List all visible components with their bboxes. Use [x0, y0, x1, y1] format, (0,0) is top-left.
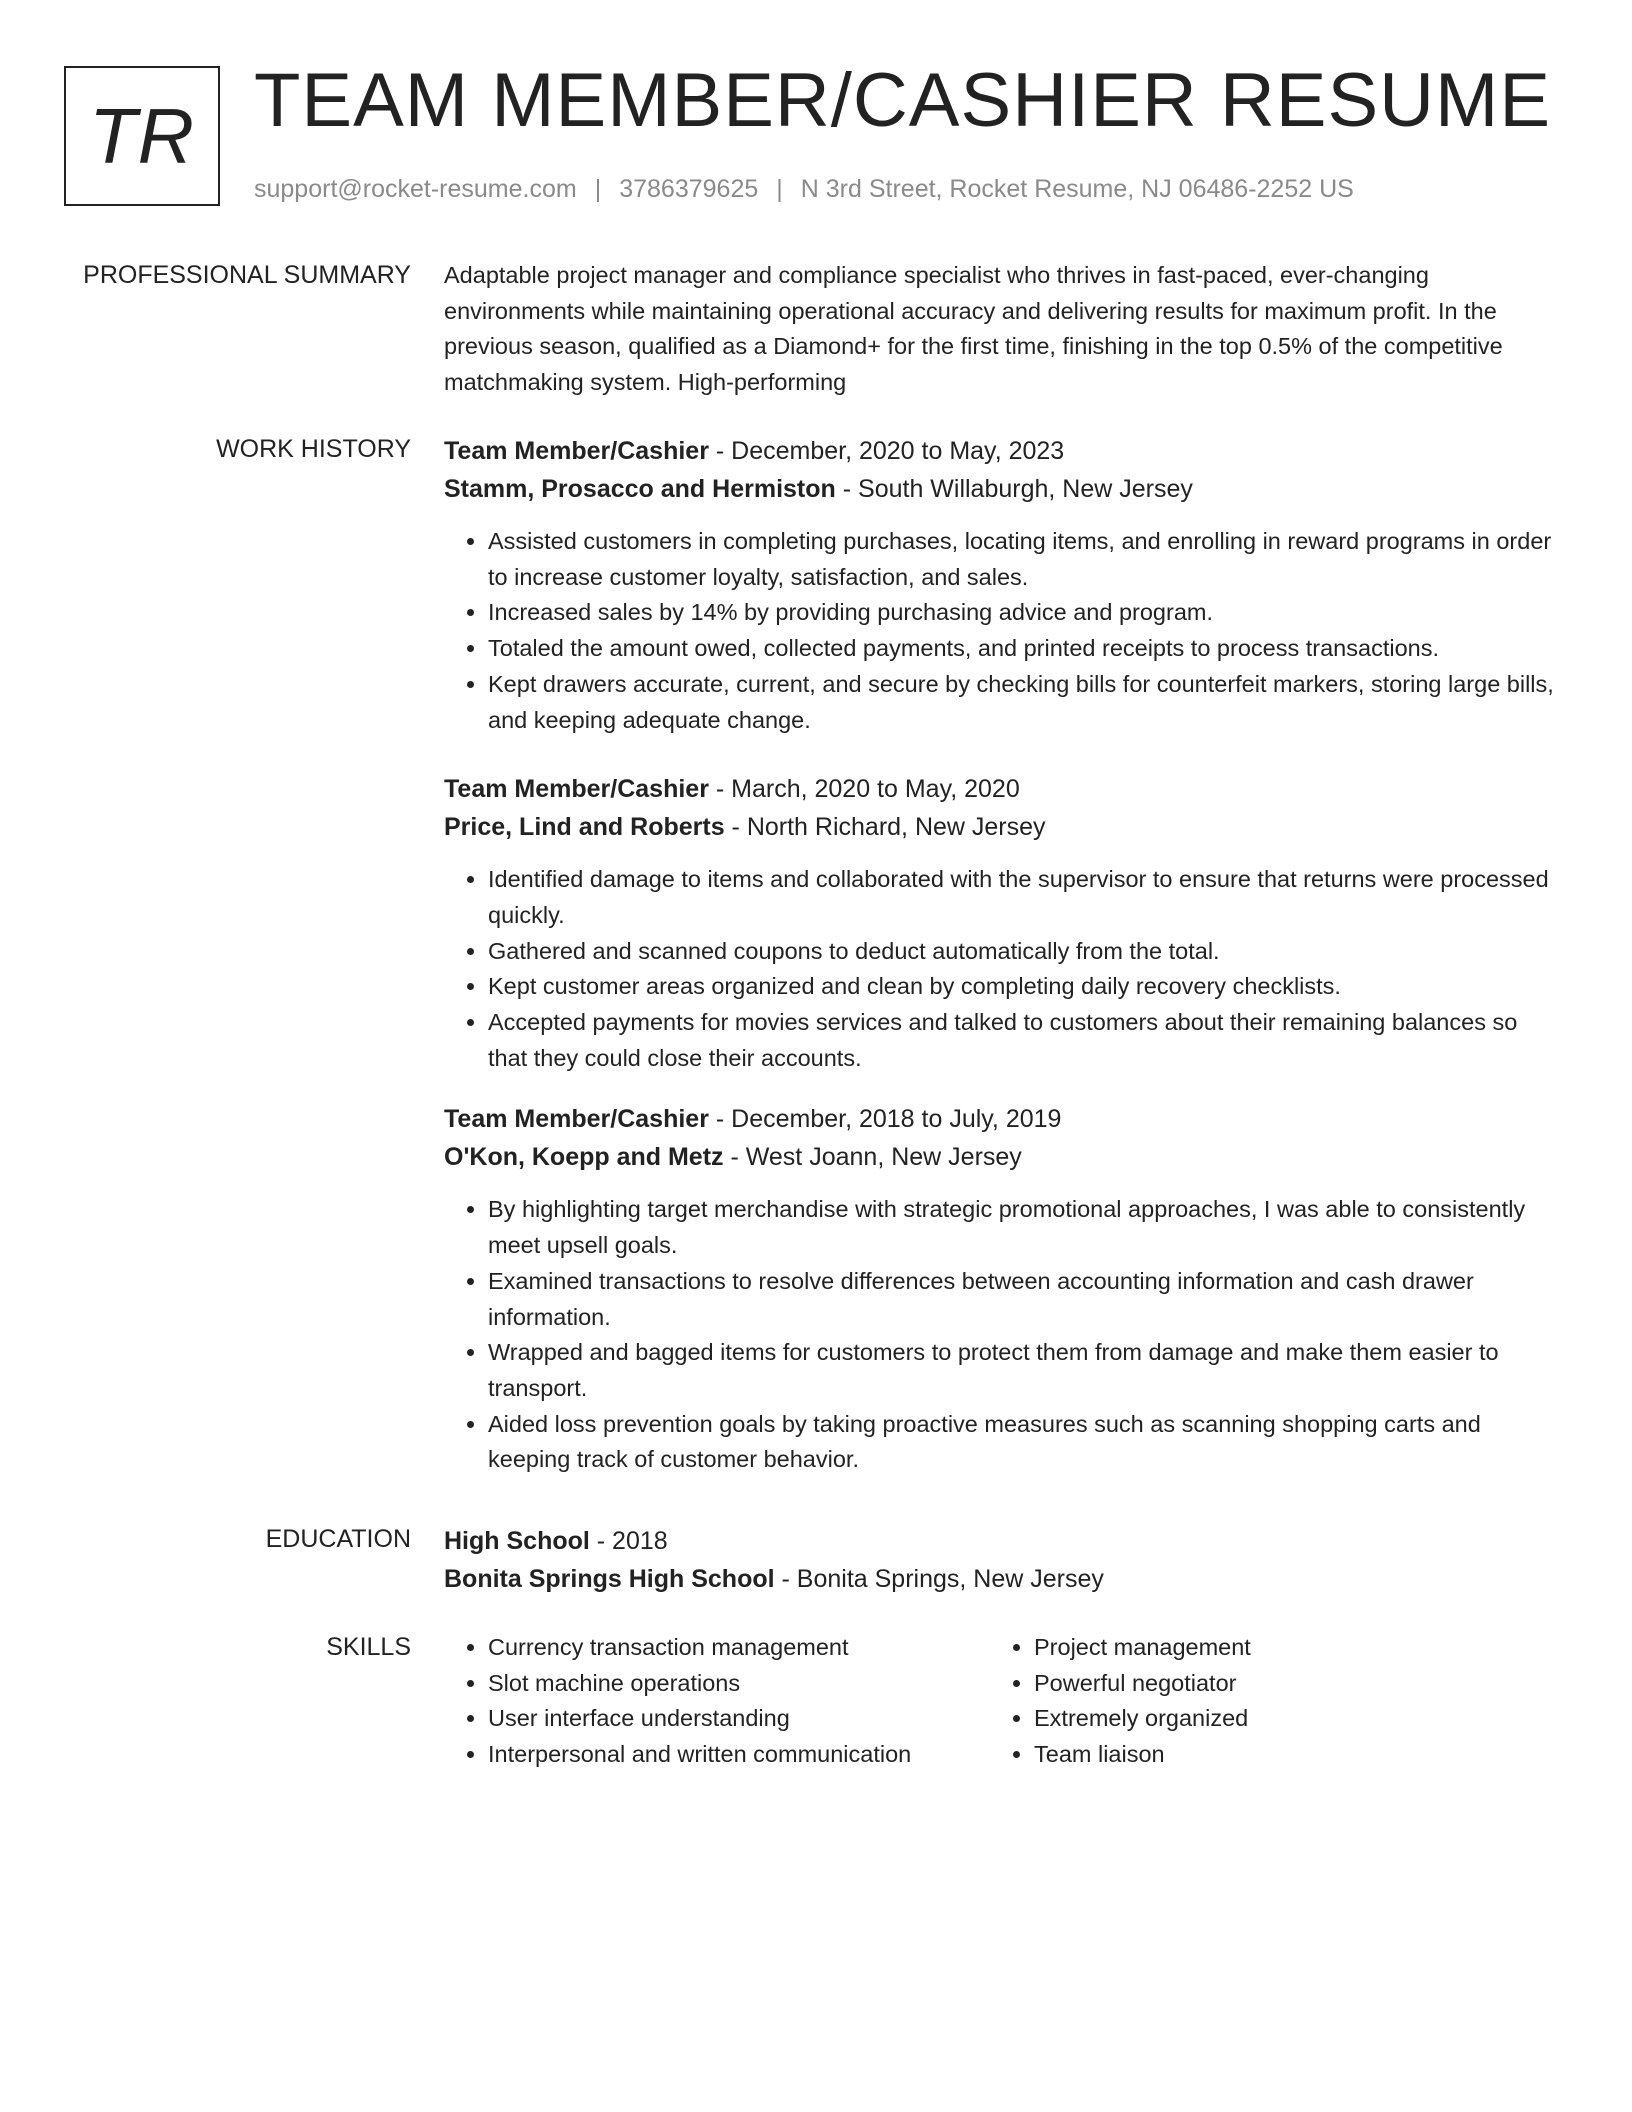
job-bullet: • Identified damage to items and collaborated with the supervisor to ensure that returns were processed quickly. — [488, 862, 1554, 933]
education-year: - 2018 — [589, 1527, 668, 1555]
education-school-line — [444, 1560, 1554, 1598]
job-title: Team Member/Cashier — [444, 1105, 709, 1134]
education-school: Bonita Springs High School — [444, 1565, 775, 1593]
job-entry — [444, 770, 1554, 1076]
contact-separator: | — [776, 175, 783, 203]
education-label: EDUCATION — [265, 1525, 411, 1553]
skill-item: • Team liaison — [1034, 1737, 1251, 1773]
job-bullet: • Increased sales by 14% by providing purchasing advice and program. — [488, 595, 1554, 631]
skill-item: • Project management — [1034, 1630, 1251, 1666]
skills-label: SKILLS — [326, 1633, 411, 1661]
job-title-line — [444, 1100, 1554, 1138]
job-company-line — [444, 808, 1554, 846]
job-bullet: • Kept customer areas organized and clean by completing daily recovery checklists. — [488, 969, 1554, 1005]
summary-text: Adaptable project manager and compliance specialist who thrives in fast-paced, ever-changing environments while maintaining operational accuracy and delivering results for maximum profit. In the previous season, qualified as a Diamond+ for the first time, finishing in the top 0.5% of the competitive matchmaking system. High-performing — [444, 262, 1503, 395]
skill-item: • Extremely organized — [1034, 1701, 1251, 1737]
work-history-body — [444, 432, 1554, 1478]
job-title: Team Member/Cashier — [444, 775, 709, 804]
contact-line — [254, 174, 1354, 204]
skill-item: • Currency transaction management — [488, 1630, 990, 1666]
job-dates: - December, 2018 to July, 2019 — [708, 1105, 1062, 1134]
work-history-label: WORK HISTORY — [216, 435, 411, 463]
job-dates: - March, 2020 to May, 2020 — [708, 775, 1020, 804]
monogram-badge — [64, 66, 220, 206]
skill-item: • User interface understanding — [488, 1701, 990, 1737]
job-bullet: • Totaled the amount owed, collected payments, and printed receipts to process transactions. — [488, 631, 1554, 667]
skills-body — [444, 1630, 1554, 1773]
job-location: - North Richard, New Jersey — [724, 813, 1046, 842]
education-degree-line — [444, 1522, 1554, 1560]
contact-phone: 3786379625 — [619, 175, 759, 203]
skill-item: • Slot machine operations — [488, 1666, 990, 1702]
education-body — [444, 1522, 1554, 1598]
monogram-initials: TR — [89, 91, 195, 180]
job-company-line — [444, 470, 1554, 508]
contact-email: support@rocket-resume.com — [254, 175, 577, 203]
skill-item: • Interpersonal and written communication — [488, 1737, 990, 1773]
job-company-line — [444, 1138, 1554, 1176]
skill-item: • Powerful negotiator — [1034, 1666, 1251, 1702]
job-location: - South Willaburgh, New Jersey — [835, 475, 1193, 503]
job-company: O'Kon, Koepp and Metz — [444, 1143, 724, 1172]
job-title-line — [444, 432, 1554, 470]
job-bullet: • Gathered and scanned coupons to deduct automatically from the total. — [488, 934, 1554, 970]
contact-address: N 3rd Street, Rocket Resume, NJ 06486-2252 US — [800, 175, 1354, 203]
job-bullets — [444, 862, 1554, 1076]
job-company: Price, Lind and Roberts — [444, 813, 725, 842]
skills-columns — [444, 1630, 1554, 1773]
job-title: Team Member/Cashier — [444, 437, 709, 465]
contact-separator: | — [594, 175, 602, 203]
job-bullets — [444, 524, 1554, 738]
summary-label: PROFESSIONAL SUMMARY — [83, 261, 411, 289]
job-company: Stamm, Prosacco and Hermiston — [444, 475, 836, 503]
summary-body — [444, 258, 1554, 400]
job-entry — [444, 1100, 1554, 1478]
job-dates: - December, 2020 to May, 2023 — [708, 437, 1065, 465]
education-location: - Bonita Springs, New Jersey — [774, 1565, 1104, 1593]
resume-title: TEAM MEMBER/CASHIER RESUME — [254, 58, 1552, 143]
skills-list-left — [444, 1630, 990, 1773]
job-bullet: • Accepted payments for movies services and talked to customers about their remaining balances so that they could close their accounts. — [488, 1005, 1554, 1076]
job-bullet: • Wrapped and bagged items for customers to protect them from damage and make them easier to transport. — [488, 1335, 1554, 1406]
job-bullet: • Examined transactions to resolve differences between accounting information and cash drawer information. — [488, 1264, 1554, 1335]
education-degree: High School — [444, 1527, 590, 1555]
job-bullet: • Aided loss prevention goals by taking proactive measures such as scanning shopping carts and keeping track of customer behavior. — [488, 1407, 1554, 1478]
skills-list-right — [990, 1630, 1251, 1773]
job-bullet: • Kept drawers accurate, current, and secure by checking bills for counterfeit markers, storing large bills, and keeping adequate change. — [488, 667, 1554, 738]
job-entry — [444, 432, 1554, 738]
job-bullets — [444, 1192, 1554, 1478]
job-bullet: • Assisted customers in completing purchases, locating items, and enrolling in reward programs in order to increase customer loyalty, satisfaction, and sales. — [488, 524, 1554, 595]
job-title-line — [444, 770, 1554, 808]
job-location: - West Joann, New Jersey — [723, 1143, 1022, 1172]
job-bullet: • By highlighting target merchandise with strategic promotional approaches, I was able to consistently meet upsell goals. — [488, 1192, 1554, 1263]
